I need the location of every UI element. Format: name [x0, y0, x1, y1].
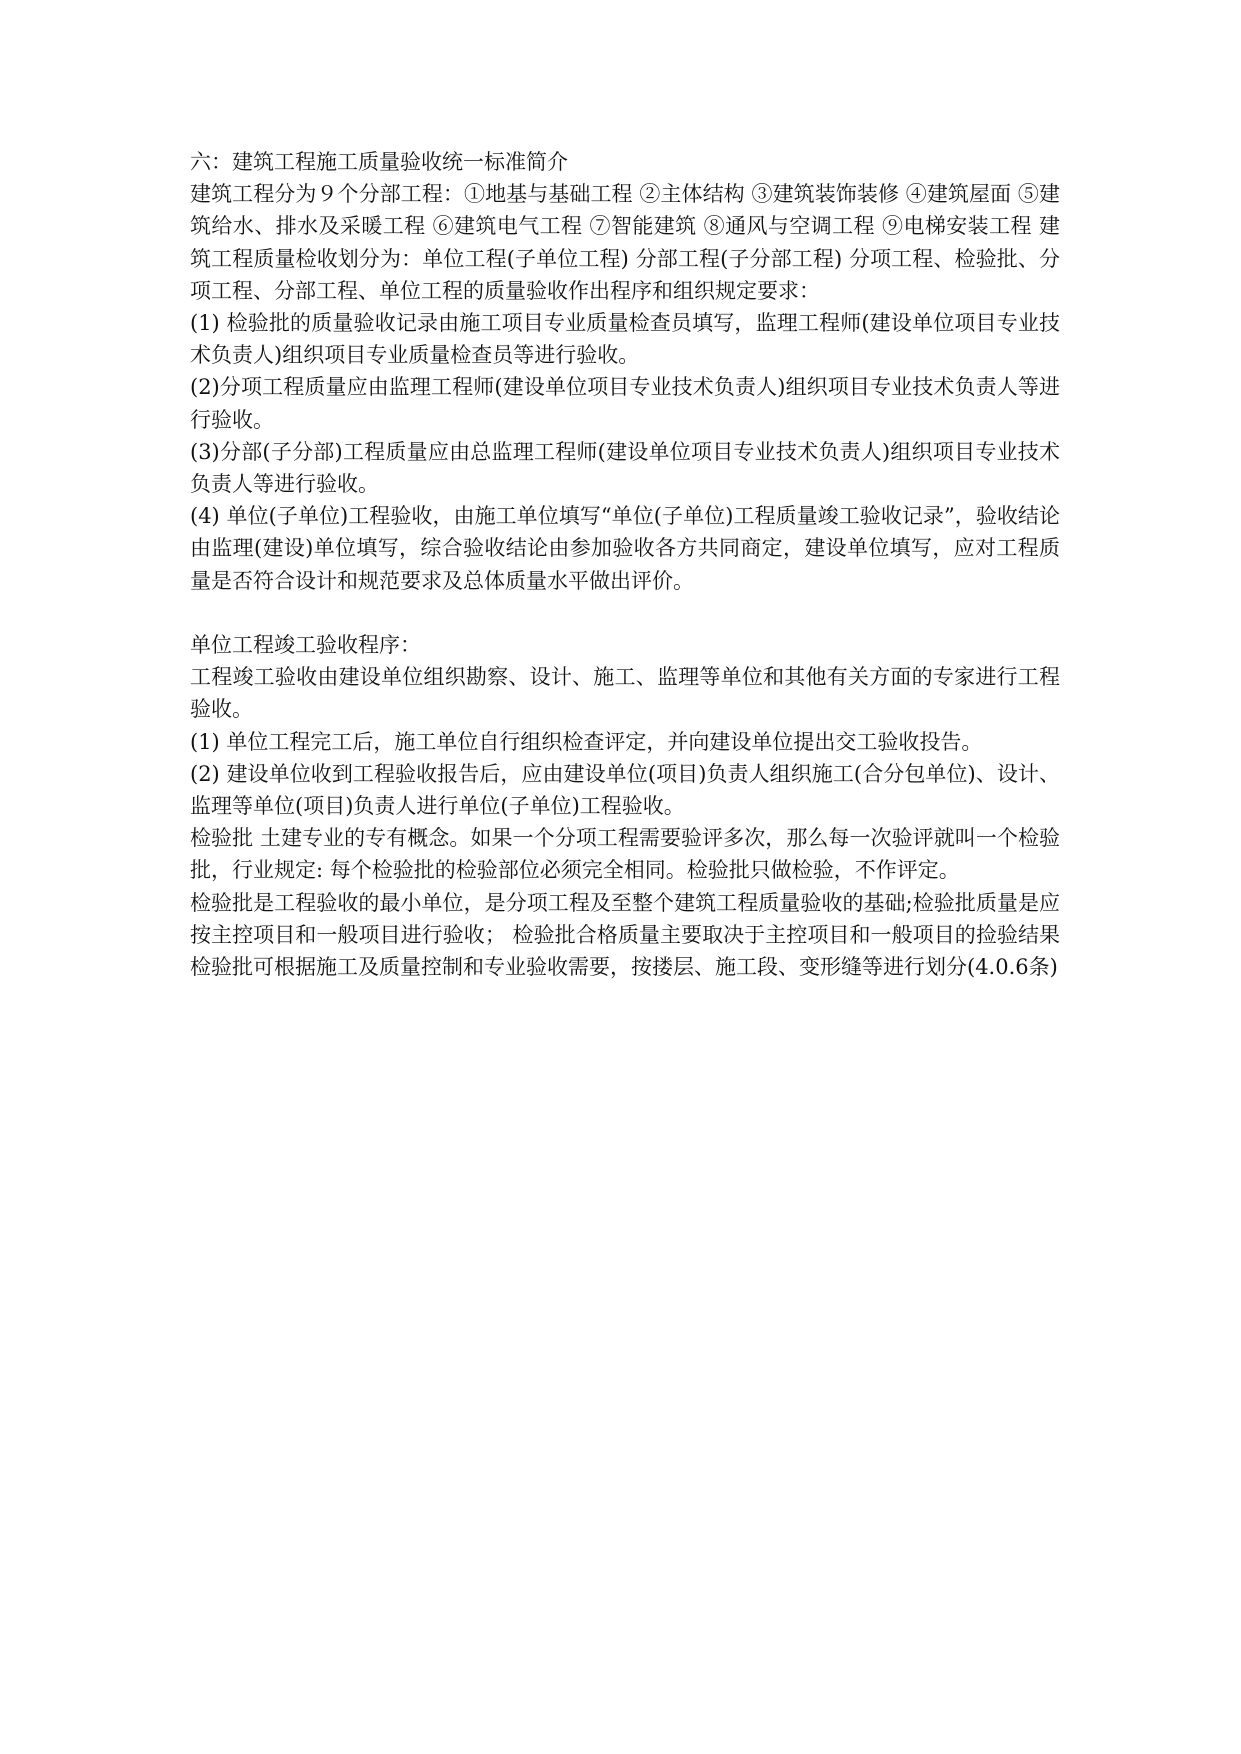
document-title: 六：建筑工程施工质量验收统一标准简介	[190, 150, 568, 174]
section1-item-4: (4) 单位(子单位)工程验收，由施工单位填写“单位(子单位)工程质量竣工验收记录”，验收结论由监理(建设)单位填写，综合验收结论由参加验收各方共同商定，建设单位填写，应对工程质量是否符合设计和规范要求及总体质量水平做出评价。	[190, 504, 1060, 593]
section1-item-2: (2)分项工程质量应由监理工程师(建设单位项目专业技术负责人)组织项目专业技术负责人等进行验收。	[190, 375, 1060, 432]
section2-paragraph-2: 检验批是工程验收的最小单位，是分项工程及至整个建筑工程质量验收的基础;检验批质量是应按主控项目和一般项目进行验收； 检验批合格质量主要取决于主控项目和一般项目的捡验结果 检验批可根据施工及质量控制和专业验收需要，按搂层、施工段、变形缝等进行划分(4.0.6条)	[190, 890, 1060, 980]
section2-item-2: (2) 建设单位收到工程验收报告后，应由建设单位(项目)负责人组织施工(合分包单位)、设计、监理等单位(项目)负责人进行单位(子单位)工程验收。	[190, 761, 1060, 819]
section2-heading: 单位工程竣工验收程序：	[190, 633, 421, 658]
section1-intro: 建筑工程分为９个分部工程：①地基与基础工程 ②主体结构 ③建筑装饰装修 ④建筑屋面 ⑤建筑给水、排水及采暖工程 ⑥建筑电气工程 ⑦智能建筑 ⑧通风与空调工程 ⑨电梯安装工程 建筑工程质量检收划分为：单位工程(子单位工程) 分部工程(子分部工程) 分项工程、检验批、分项工程、分部工程、单位工程的质量验收作出程序和组织规定要求：	[190, 182, 1060, 303]
section1-item-3: (3)分部(子分部)工程质量应由总监理工程师(建设单位项目专业技术负责人)组织项目专业技术负责人等进行验收。	[190, 439, 1060, 497]
section2-intro: 工程竣工验收由建设单位组织勘察、设计、施工、监理等单位和其他有关方面的专家进行工程验收。	[190, 665, 1060, 722]
section2-item-1: (1) 单位工程完工后，施工单位自行组织检查评定，并向建设单位提出交工验收投告。	[190, 729, 983, 754]
section1-item-1: (1) 检验批的质量验收记录由施工项目专业质量检查员填写，监理工程师(建设单位项目专业技术负责人)组织项目专业质量检查员等进行验收。	[190, 311, 1060, 368]
document-body	[190, 146, 1060, 983]
section2-paragraph-1: 检验批 土建专业的专有概念。如果一个分项工程需要验评多次，那么每一次验评就叫一个检验批，行业规定: 每个检验批的检验部位必须完全相同。检验批只做检验，不作评定。	[190, 826, 1060, 883]
paragraph-spacer	[190, 597, 1060, 629]
